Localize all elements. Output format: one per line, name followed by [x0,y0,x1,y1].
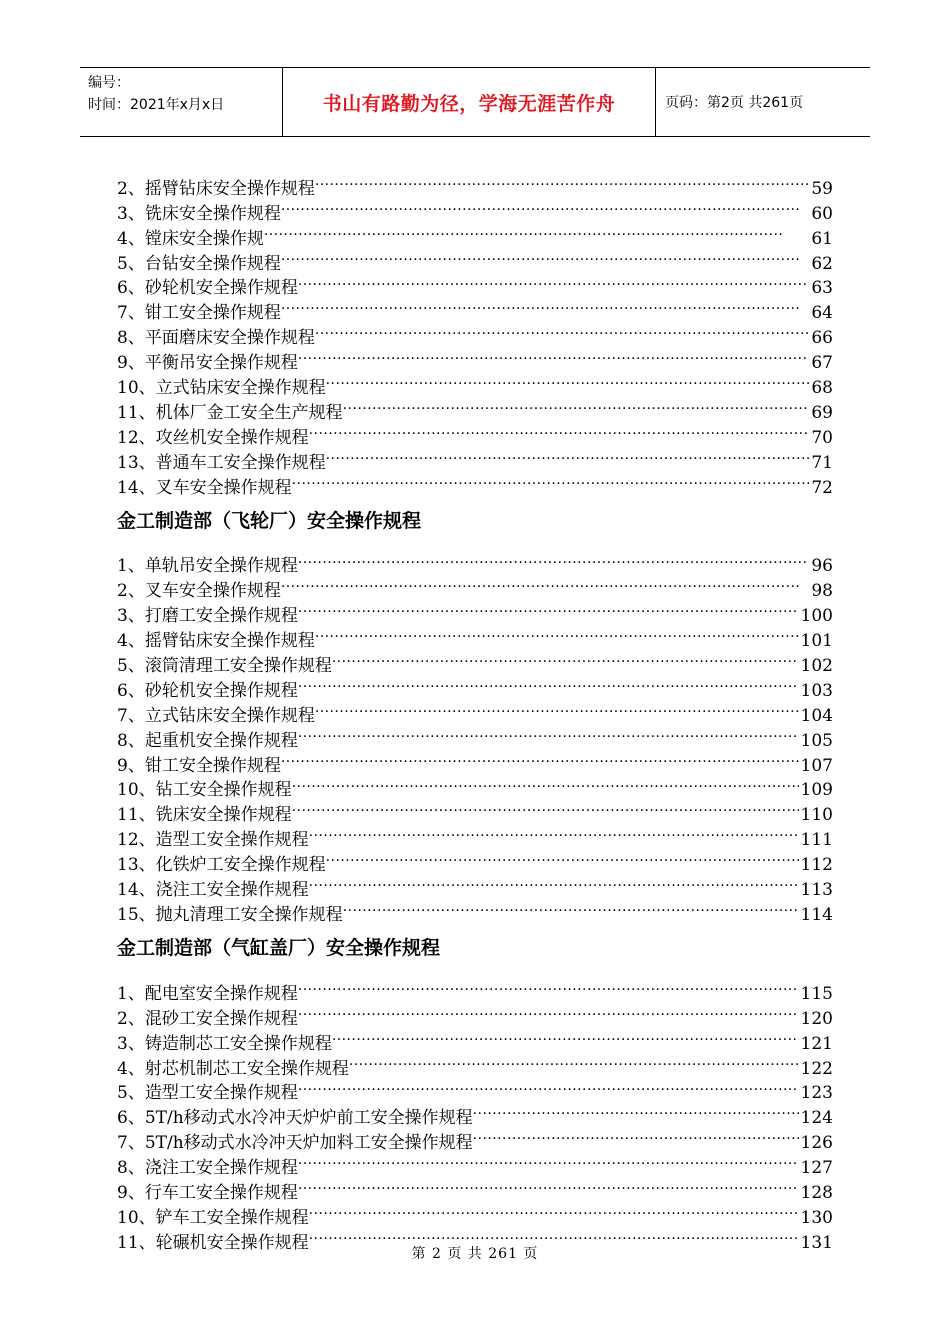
toc-dot-leader [298,1148,799,1173]
header-number-label: 编号： [88,75,130,91]
toc-entry-title: 3、打磨工安全操作规程 [117,606,298,627]
toc-dot-leader [298,1074,799,1099]
toc-dot-leader [298,1173,799,1198]
toc-entry-title: 9、钳工安全操作规程 [117,755,281,776]
toc-entry-title: 2、混砂工安全操作规程 [117,1008,298,1029]
page-header [80,67,870,137]
toc-entry-title: 12、造型工安全操作规程 [117,830,309,851]
toc-entry-title: 11、轮碾机安全操作规程 [117,1232,309,1253]
toc-dot-leader [309,1198,799,1223]
toc-dot-leader [326,845,799,870]
toc-entry-title: 13、化铁炉工安全操作规程 [117,855,326,876]
header-page-info: 页码：第2页 共261页 [665,95,804,111]
toc-dot-leader [281,746,799,771]
section-title-cylinder-head: 金工制造部（气缸盖厂）安全操作规程 [117,936,441,959]
toc-entry-title: 4、镗床安全操作规 [117,228,264,249]
toc-entry-title: 12、攻丝机安全操作规程 [117,427,309,448]
toc-entry-page: 112 [800,855,833,876]
toc-entry-page: 100 [800,606,833,627]
toc-dot-leader [309,870,799,895]
toc-dot-leader [298,547,810,572]
toc-entry-title: 2、摇臂钻床安全操作规程 [117,178,315,199]
toc-dot-leader [281,244,810,269]
toc-dot-leader [292,468,810,493]
toc-entry-title: 3、铣床安全操作规程 [117,203,281,224]
toc-entry-title: 10、钻工安全操作规程 [117,780,292,801]
toc-entry-title: 1、配电室安全操作规程 [117,983,298,1004]
toc-entry-page: 123 [800,1083,833,1104]
toc-dot-leader [473,1098,799,1123]
toc-dot-leader [315,169,810,194]
toc-entry-page: 67 [811,353,833,374]
toc-dot-leader [309,418,810,443]
toc-entry-page: 66 [811,328,833,349]
header-page-info-cell [656,68,870,136]
toc-entry-title: 5、台钻安全操作规程 [117,253,281,274]
header-time-label: 时间：2021年x月x日 [88,97,225,113]
toc-entry-page: 96 [811,556,833,577]
toc-entry-page: 113 [800,880,833,901]
toc-entry-page: 63 [811,278,833,299]
toc-entry-page: 72 [811,477,833,498]
toc-dot-leader [473,1123,799,1148]
toc-dot-leader [326,368,810,393]
toc-entry-title: 8、起重机安全操作规程 [117,730,298,751]
toc-entry-page: 61 [811,228,833,249]
toc-dot-leader [281,571,810,596]
toc-entry-title: 11、铣床安全操作规程 [117,805,292,826]
toc-entry-page: 128 [800,1182,833,1203]
toc-entry-page: 121 [800,1033,833,1054]
toc-entry-page: 124 [800,1108,833,1129]
toc-entry-title: 9、行车工安全操作规程 [117,1182,298,1203]
toc-dot-leader [326,443,810,468]
toc-dot-leader [292,795,799,820]
toc-entry-page: 107 [800,755,833,776]
toc-entry-page: 70 [811,427,833,448]
toc-entry-page: 101 [800,631,833,652]
toc-entry-title: 6、砂轮机安全操作规程 [117,278,298,299]
toc-entry-title: 1、单轨吊安全操作规程 [117,556,298,577]
toc-dot-leader [349,1049,799,1074]
toc-dot-leader [315,318,810,343]
toc-entry[interactable] [117,169,833,199]
toc-entry-title: 10、立式钻床安全操作规程 [117,378,326,399]
table-of-contents [117,169,833,1253]
toc-entry-page: 105 [800,730,833,751]
toc-dot-leader [332,1024,799,1049]
toc-dot-leader [298,721,799,746]
toc-entry-title: 5、滚筒清理工安全操作规程 [117,656,332,677]
toc-entry-page: 110 [800,805,833,826]
toc-entry-page: 98 [811,581,833,602]
toc-entry-page: 130 [800,1207,833,1228]
toc-list-part1 [117,169,833,498]
toc-entry-title: 7、立式钻床安全操作规程 [117,705,315,726]
toc-entry-title: 14、叉车安全操作规程 [117,477,292,498]
toc-entry-title: 4、射芯机制芯工安全操作规程 [117,1058,349,1079]
toc-dot-leader [332,646,799,671]
page-footer: 第 2 页 共 261 页 [411,1246,539,1262]
toc-entry-title: 3、铸造制芯工安全操作规程 [117,1033,332,1054]
toc-entry-page: 127 [800,1158,833,1179]
toc-entry-page: 111 [800,830,833,851]
section-title-flywheel: 金工制造部（飞轮厂）安全操作规程 [117,509,422,532]
header-motto-cell [283,68,656,136]
toc-dot-leader [298,974,799,999]
toc-entry-title: 9、平衡吊安全操作规程 [117,353,298,374]
toc-entry-page: 126 [800,1133,833,1154]
toc-entry-page: 104 [800,705,833,726]
toc-dot-leader [281,194,810,219]
toc-entry-page: 60 [811,203,833,224]
toc-entry-page: 59 [811,178,833,199]
toc-entry-title: 8、浇注工安全操作规程 [117,1158,298,1179]
toc-entry-page: 109 [800,780,833,801]
toc-entry-title: 10、铲车工安全操作规程 [117,1207,309,1228]
toc-entry-page: 62 [811,253,833,274]
toc-dot-leader [343,393,810,418]
toc-entry-title: 6、5T/h移动式水冷冲天炉炉前工安全操作规程 [117,1108,473,1129]
toc-entry-title: 4、摇臂钻床安全操作规程 [117,631,315,652]
toc-entry-page: 114 [800,904,833,925]
toc-dot-leader [298,269,810,294]
toc-dot-leader [343,895,799,920]
toc-dot-leader [281,293,810,318]
toc-entry-page: 102 [800,656,833,677]
toc-entry[interactable] [117,547,833,577]
toc-dot-leader [264,219,810,244]
toc-entry-title: 8、平面磨床安全操作规程 [117,328,315,349]
toc-entry-page: 64 [811,303,833,324]
toc-dot-leader [298,343,810,368]
toc-entry-title: 7、钳工安全操作规程 [117,303,281,324]
toc-entry-page: 103 [800,680,833,701]
toc-entry-title: 7、5T/h移动式水冷冲天炉加料工安全操作规程 [117,1133,473,1154]
toc-dot-leader [292,771,799,796]
toc-entry-title: 6、砂轮机安全操作规程 [117,680,298,701]
toc-entry-page: 69 [811,402,833,423]
toc-entry-page: 120 [800,1008,833,1029]
toc-dot-leader [298,999,799,1024]
toc-entry-title: 5、造型工安全操作规程 [117,1083,298,1104]
toc-entry-page: 68 [811,378,833,399]
toc-entry-page: 115 [800,983,833,1004]
header-motto: 书山有路勤为径，学海无涯苦作舟 [322,92,616,115]
toc-entry-title: 13、普通车工安全操作规程 [117,452,326,473]
toc-list-part2 [117,547,833,925]
toc-dot-leader [315,696,799,721]
toc-entry-title: 11、机体厂金工安全生产规程 [117,402,343,423]
toc-entry-title: 14、浇注工安全操作规程 [117,880,309,901]
toc-entry[interactable] [117,974,833,1004]
toc-entry-page: 131 [800,1232,833,1253]
toc-entry-page: 122 [800,1058,833,1079]
toc-entry-title: 2、叉车安全操作规程 [117,581,281,602]
toc-entry-page: 71 [811,452,833,473]
toc-entry-title: 15、抛丸清理工安全操作规程 [117,904,343,925]
toc-dot-leader [298,671,799,696]
toc-dot-leader [298,596,799,621]
toc-list-part3 [117,974,833,1253]
toc-dot-leader [315,621,799,646]
header-meta [80,68,283,136]
toc-dot-leader [309,820,799,845]
